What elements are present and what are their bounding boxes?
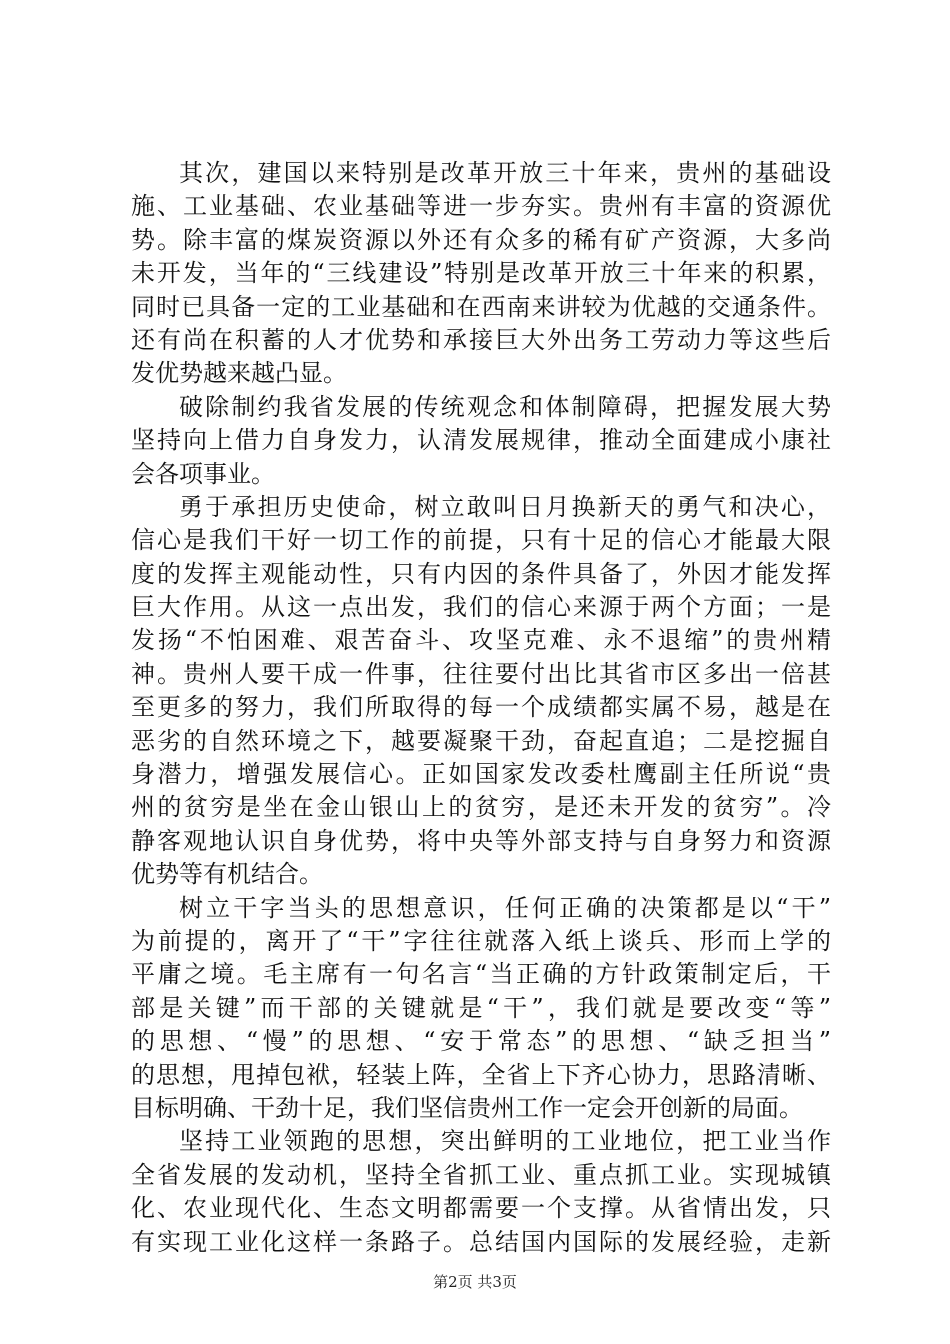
- text-line: 会各项事业。: [131, 459, 275, 488]
- text-line: 巨大作用。从这一点出发，我们的信心来源于两个方面；一是: [131, 593, 831, 622]
- text-line: 度的发挥主观能动性，只有内因的条件具备了，外因才能发挥: [131, 559, 831, 588]
- text-line: 坚持工业领跑的思想，突出鲜明的工业地位，把工业当作: [179, 1127, 831, 1156]
- page-number-footer: 第2页 共3页: [433, 1273, 517, 1291]
- text-line: 神。贵州人要干成一件事，往往要付出比其省市区多出一倍甚: [131, 659, 831, 688]
- text-line: 化、农业现代化、生态文明都需要一个支撑。从省情出发，只: [131, 1194, 831, 1223]
- text-line: 发优势越来越凸显。: [131, 359, 347, 388]
- text-line: 的思想、“慢”的思想、“安于常态”的思想、“缺乏担当”: [131, 1027, 831, 1056]
- text-line: 树立干字当头的思想意识，任何正确的决策都是以“干”: [179, 893, 831, 922]
- text-line: 目标明确、干劲十足，我们坚信贵州工作一定会开创新的局面。: [131, 1093, 803, 1122]
- text-line: 至更多的努力，我们所取得的每一个成绩都实属不易，越是在: [131, 693, 831, 722]
- text-line: 静客观地认识自身优势，将中央等外部支持与自身努力和资源: [131, 826, 831, 855]
- text-line: 全省发展的发动机，坚持全省抓工业、重点抓工业。实现城镇: [131, 1160, 831, 1189]
- text-line: 破除制约我省发展的传统观念和体制障碍，把握发展大势: [179, 392, 831, 421]
- text-line: 的思想，甩掉包袱，轻装上阵，全省上下齐心协力，思路清晰、: [131, 1060, 831, 1089]
- text-line: 信心是我们干好一切工作的前提，只有十足的信心才能最大限: [131, 526, 831, 555]
- text-line: 还有尚在积蓄的人才优势和承接巨大外出务工劳动力等这些后: [131, 325, 831, 354]
- text-line: 同时已具备一定的工业基础和在西南来讲较为优越的交通条件。: [131, 292, 831, 321]
- text-line: 有实现工业化这样一条路子。总结国内国际的发展经验，走新: [131, 1227, 831, 1256]
- text-line: 其次，建国以来特别是改革开放三十年来，贵州的基础设: [179, 159, 831, 187]
- text-line: 坚持向上借力自身发力，认清发展规律，推动全面建成小康社: [131, 426, 831, 455]
- text-line: 为前提的，离开了“干”字往往就落入纸上谈兵、形而上学的: [131, 926, 831, 955]
- text-line: 州的贫穷是坐在金山银山上的贫穷，是还未开发的贫穷”。冷: [131, 793, 831, 822]
- text-line: 勇于承担历史使命，树立敢叫日月换新天的勇气和决心，: [179, 492, 831, 521]
- text-line: 势。除丰富的煤炭资源以外还有众多的稀有矿产资源，大多尚: [131, 225, 831, 254]
- text-line: 平庸之境。毛主席有一句名言“当正确的方针政策制定后，干: [131, 960, 831, 989]
- text-line: 发扬“不怕困难、艰苦奋斗、攻坚克难、永不退缩”的贵州精: [131, 626, 831, 655]
- document-body: [131, 157, 831, 1259]
- text-line: 施、工业基础、农业基础等进一步夯实。贵州有丰富的资源优: [131, 192, 831, 221]
- text-line: 优势等有机结合。: [131, 860, 323, 889]
- text-line: 身潜力，增强发展信心。正如国家发改委杜鹰副主任所说“贵: [131, 760, 831, 789]
- text-line: 部是关键”而干部的关键就是“干”，我们就是要改变“等”: [131, 993, 831, 1022]
- text-line: 恶劣的自然环境之下，越要凝聚干劲，奋起直追；二是挖掘自: [131, 726, 831, 755]
- text-line: 未开发，当年的“三线建设”特别是改革开放三十年来的积累，: [131, 259, 831, 288]
